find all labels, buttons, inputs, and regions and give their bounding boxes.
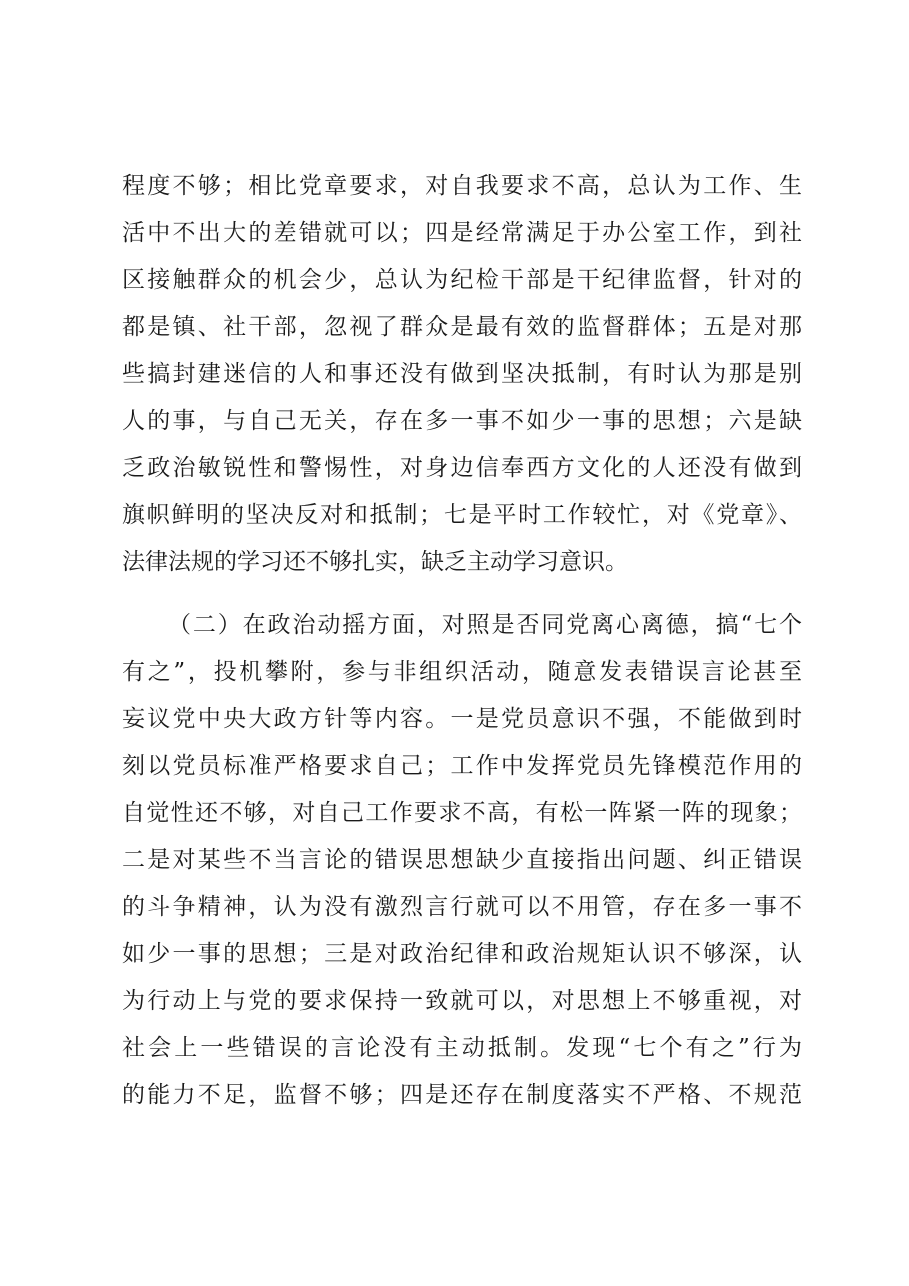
text-line: 自觉性还不够，对自己工作要求不高，有松一阵紧一阵的现象； [122,800,802,826]
text-line: 有之”，投机攀附，参与非组织活动，随意发表错误言论甚至 [122,659,802,685]
text-line: 些搞封建迷信的人和事还没有做到坚决抵制，有时认为那是别 [122,361,802,387]
text-line: 妄议党中央大政方针等内容。一是党员意识不强，不能做到时 [122,706,802,732]
text-line: 乏政治敏锐性和警惕性，对身边信奉西方文化的人还没有做到 [122,455,802,481]
text-line: 的能力不足，监督不够；四是还存在制度落实不严格、不规范 [122,1082,802,1108]
text-line: 的斗争精神，认为没有激烈言行就可以不用管，存在多一事不 [122,894,802,920]
text-line: 社会上一些错误的言论没有主动抵制。发现“七个有之”行为 [122,1035,802,1061]
text-line: 法律法规的学习还不够扎实，缺乏主动学习意识。 [122,549,628,575]
text-line: 程度不够；相比党章要求，对自我要求不高，总认为工作、生 [122,173,802,199]
text-line: 为行动上与党的要求保持一致就可以，对思想上不够重视，对 [122,988,802,1014]
text-line: 旗帜鲜明的坚决反对和抵制；七是平时工作较忙，对《党章》、 [122,502,802,528]
text-line: 都是镇、社干部，忽视了群众是最有效的监督群体；五是对那 [122,314,802,340]
text-line: 区接触群众的机会少，总认为纪检干部是干纪律监督，针对的 [122,267,802,293]
text-line: 人的事，与自己无关，存在多一事不如少一事的思想；六是缺 [122,408,802,434]
text-line: （二）在政治动摇方面，对照是否同党离心离德，搞“七个 [168,612,802,638]
text-line: 活中不出大的差错就可以；四是经常满足于办公室工作，到社 [122,220,802,246]
text-line: 刻以党员标准严格要求自己；工作中发挥党员先锋模范作用的 [122,753,802,779]
text-line: 如少一事的思想；三是对政治纪律和政治规矩认识不够深，认 [122,941,802,967]
text-line: 二是对某些不当言论的错误思想缺少直接指出问题、纠正错误 [122,847,802,873]
